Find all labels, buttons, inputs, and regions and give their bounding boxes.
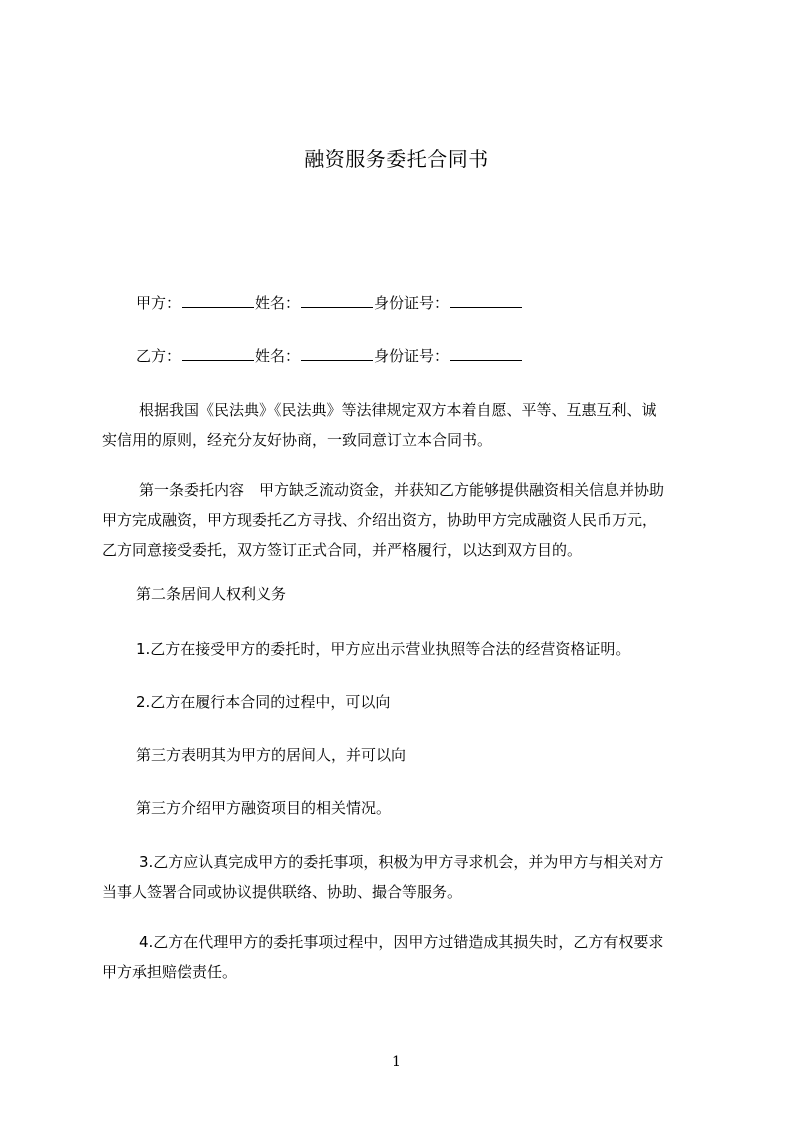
party-b-name-blank bbox=[301, 346, 373, 361]
article-1-line-2: 甲方完成融资，甲方现委托乙方寻找、介绍出资方，协助甲方完成融资人民币万元， bbox=[102, 511, 658, 529]
clause-2-continuation-2: 第三方介绍甲方融资项目的相关情况。 bbox=[136, 799, 392, 817]
party-b-name-label: 姓名： bbox=[255, 347, 301, 365]
clause-2-continuation-1: 第三方表明其为甲方的居间人，并可以向 bbox=[136, 746, 407, 764]
party-a-name-label: 姓名： bbox=[255, 294, 301, 312]
clause-4-line-2: 甲方承担赔偿责任。 bbox=[102, 963, 238, 981]
clause-1: 1.乙方在接受甲方的委托时，甲方应出示营业执照等合法的经营资格证明。 bbox=[136, 640, 631, 658]
clause-4-line-1: 4.乙方在代理甲方的委托事项过程中，因甲方过错造成其损失时，乙方有权要求 bbox=[139, 933, 664, 951]
clause-3-line-1: 3.乙方应认真完成甲方的委托事项，积极为甲方寻求机会，并为甲方与相关对方 bbox=[139, 853, 664, 871]
clause-4-paragraph bbox=[102, 927, 702, 987]
party-a-id-blank bbox=[450, 293, 522, 308]
clause-2: 2.乙方在履行本合同的过程中，可以向 bbox=[136, 693, 391, 711]
preamble-paragraph bbox=[102, 395, 702, 455]
party-a-name-blank bbox=[301, 293, 373, 308]
party-b-blank bbox=[182, 346, 254, 361]
article-1-line-3: 乙方同意接受委托，双方签订正式合同，并严格履行，以达到双方目的。 bbox=[102, 541, 583, 559]
party-b-label: 乙方： bbox=[136, 347, 182, 365]
party-a-label: 甲方： bbox=[136, 294, 182, 312]
article-1-paragraph bbox=[102, 475, 702, 565]
party-a-id-label: 身份证号： bbox=[374, 294, 450, 312]
party-a-blank bbox=[182, 293, 254, 308]
page-number: 1 bbox=[392, 1054, 401, 1070]
article-2-heading: 第二条居间人权利义务 bbox=[136, 585, 287, 603]
party-b-line bbox=[136, 345, 523, 366]
party-b-id-label: 身份证号： bbox=[374, 347, 450, 365]
article-1-line-1: 第一条委托内容 甲方缺乏流动资金，并获知乙方能够提供融资相关信息并协助 bbox=[139, 481, 665, 499]
preamble-line-2: 实信用的原则，经充分友好协商，一致同意订立本合同书。 bbox=[102, 431, 493, 449]
party-b-id-blank bbox=[450, 346, 522, 361]
clause-3-paragraph bbox=[102, 847, 702, 907]
clause-3-line-2: 当事人签署合同或协议提供联络、协助、撮合等服务。 bbox=[102, 883, 463, 901]
party-a-line bbox=[136, 292, 523, 313]
document-title: 融资服务委托合同书 bbox=[304, 147, 489, 171]
preamble-line-1: 根据我国《民法典》《民法典》等法律规定双方本着自愿、平等、互惠互利、诚 bbox=[139, 401, 657, 419]
